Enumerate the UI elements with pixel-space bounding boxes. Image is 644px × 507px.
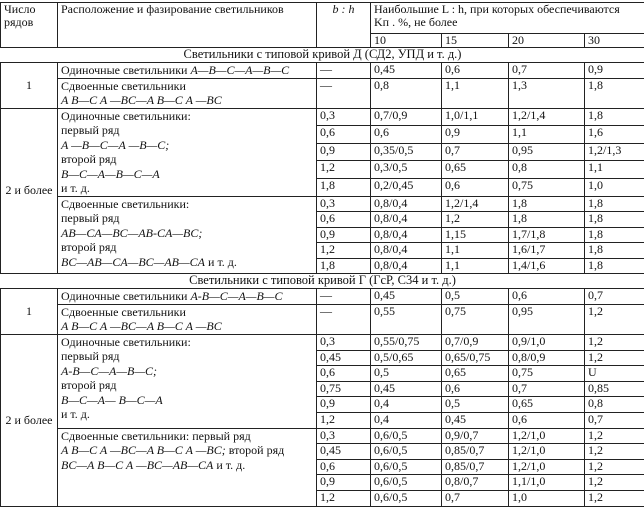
bh-value: 0,6 [317, 212, 371, 228]
description-line [61, 458, 313, 473]
kp15-value: 0,65 [442, 161, 509, 179]
table-row [1, 63, 644, 79]
section-title-row [1, 48, 644, 63]
table-row [1, 108, 644, 126]
kp20-value: 0,8/0,9 [509, 350, 585, 366]
bh-value: 0,45 [317, 444, 371, 460]
description-text: второй ряд [61, 152, 117, 166]
header-kp-10: 10 [371, 34, 442, 48]
kp30-value: 1,2 [585, 304, 644, 334]
kp10-value: 0,6/0,5 [371, 475, 442, 491]
bh-value: 1,8 [317, 258, 371, 274]
header-max-lh-line2: Kп . %, не более [374, 16, 641, 29]
kp15-value: 0,6 [442, 178, 509, 196]
layout-description [58, 108, 317, 196]
kp30-value: 0,8 [585, 397, 644, 413]
description-line [61, 123, 313, 138]
kp10-value: 0,6/0,5 [371, 428, 442, 444]
kp20-value: 1,3 [509, 78, 585, 108]
kp30-value: 1,2 [585, 490, 644, 506]
phase-formula: A—B—C—A—B—C [190, 63, 289, 77]
kp15-value: 0,65/0,75 [442, 350, 509, 366]
kp30-value: 1,8 [585, 227, 644, 243]
kp15-value: 0,7 [442, 490, 509, 506]
phase-formula: A-B—C—A—B—C; [61, 364, 157, 378]
layout-description [58, 196, 317, 274]
description-line [61, 349, 313, 364]
kp10-value: 0,8/0,4 [371, 196, 442, 212]
kp20-value: 1,1/1,0 [509, 475, 585, 491]
description-line [61, 226, 313, 241]
description-line [61, 378, 313, 393]
kp15-value: 1,1 [442, 78, 509, 108]
kp30-value: 0,85 [585, 381, 644, 397]
kp20-value: 1,6/1,7 [509, 243, 585, 259]
kp20-value: 1,2/1,0 [509, 444, 585, 460]
phase-formula: AB—CA—BC—AB-CA—BC; [61, 226, 202, 240]
description-text: Одиночные светильники [61, 289, 190, 303]
header-bh [317, 3, 371, 48]
description-line [61, 305, 313, 320]
description-text: Сдвоенные светильники: [61, 197, 189, 211]
header-rows-count: Число рядов [1, 3, 58, 48]
bh-value: 0,75 [317, 381, 371, 397]
bh-value: 1,2 [317, 243, 371, 259]
section-title-row [1, 274, 644, 289]
description-text: Одиночные светильники [61, 63, 190, 77]
description-line [61, 197, 313, 212]
kp10-value: 0,55/0,75 [371, 334, 442, 350]
header-kp-30: 30 [585, 34, 644, 48]
layout-description [58, 289, 317, 305]
bh-value: 0,3 [317, 428, 371, 444]
kp30-value: 1,6 [585, 126, 644, 144]
description-text: Сдвоенные светильники: первый ряд [61, 429, 251, 443]
bh-value: 1,8 [317, 178, 371, 196]
description-line [61, 109, 313, 124]
kp10-value: 0,4 [371, 412, 442, 428]
header-bh-label: b : h [333, 3, 355, 17]
kp30-value: 0,9 [585, 63, 644, 79]
bh-value: 0,6 [317, 459, 371, 475]
description-line [61, 407, 313, 422]
kp20-value: 1,7/1,8 [509, 227, 585, 243]
header-kp-20: 20 [509, 34, 585, 48]
rows-count: 2 и более [1, 334, 58, 506]
kp10-value: 0,6/0,5 [371, 459, 442, 475]
description-text: второй ряд [61, 240, 117, 254]
rows-count: 1 [1, 289, 58, 335]
kp10-value: 0,8/0,4 [371, 227, 442, 243]
kp15-value: 0,5 [442, 397, 509, 413]
header-max-lh [371, 3, 644, 34]
kp10-value: 0,8/0,4 [371, 243, 442, 259]
bh-value: — [317, 289, 371, 305]
table-row [1, 428, 644, 444]
phase-formula: B—C—A—B—C—A [61, 167, 160, 181]
description-line [61, 152, 313, 167]
bh-value: 0,9 [317, 227, 371, 243]
table-row [1, 78, 644, 108]
kp15-value: 0,65 [442, 366, 509, 382]
kp15-value: 1,2 [442, 212, 509, 228]
kp20-value: 0,7 [509, 381, 585, 397]
kp30-value: 1,8 [585, 78, 644, 108]
kp15-value: 0,9/0,7 [442, 428, 509, 444]
description-line [61, 181, 313, 196]
kp20-value: 0,7 [509, 63, 585, 79]
kp20-value: 0,65 [509, 397, 585, 413]
description-text: Одиночные светильники: [61, 335, 191, 349]
kp15-value: 1,2/1,4 [442, 196, 509, 212]
phase-formula: B—C—A— B—C—A [61, 393, 163, 407]
table-row [1, 289, 644, 305]
kp20-value: 1,1 [509, 126, 585, 144]
description-text: и т. д. [213, 458, 245, 472]
bh-value: — [317, 304, 371, 334]
bh-value: 0,6 [317, 366, 371, 382]
kp10-value: 0,55 [371, 304, 442, 334]
kp30-value: 1,2 [585, 350, 644, 366]
kp10-value: 0,5/0,65 [371, 350, 442, 366]
kp30-value: 1,0 [585, 178, 644, 196]
kp30-value: 1,2 [585, 428, 644, 444]
kp15-value: 0,6 [442, 381, 509, 397]
bh-value: 1,2 [317, 490, 371, 506]
kp15-value: 1,15 [442, 227, 509, 243]
kp10-value: 0,35/0,5 [371, 143, 442, 161]
kp20-value: 0,75 [509, 178, 585, 196]
kp15-value: 0,9 [442, 126, 509, 144]
description-text: Сдвоенные светильники [61, 305, 186, 319]
header-kp-15: 15 [442, 34, 509, 48]
kp20-value: 1,2/1,0 [509, 459, 585, 475]
layout-description [58, 63, 317, 79]
kp30-value: 1,2 [585, 444, 644, 460]
kp10-value: 0,3/0,5 [371, 161, 442, 179]
section-title: Светильники с типовой кривой Г (ГсР, С34 и т. д.) [1, 274, 644, 289]
phase-formula: A-B—C—A—B—C [190, 289, 282, 303]
kp15-value: 0,5 [442, 289, 509, 305]
kp15-value: 1,0/1,1 [442, 108, 509, 126]
description-line [61, 289, 313, 304]
bh-value: 0,3 [317, 108, 371, 126]
kp10-value: 0,45 [371, 289, 442, 305]
kp30-value: 1,2/1,3 [585, 143, 644, 161]
bh-value: — [317, 63, 371, 79]
kp30-value: 1,2 [585, 475, 644, 491]
description-text: первый ряд [61, 123, 120, 137]
kp20-value: 1,0 [509, 490, 585, 506]
bh-value: 0,45 [317, 350, 371, 366]
description-text: Сдвоенные светильники [61, 79, 186, 93]
kp20-value: 1,2/1,4 [509, 108, 585, 126]
phase-formula: A —B—C—A —B—C; [61, 138, 169, 152]
kp10-value: 0,45 [371, 381, 442, 397]
layout-description [58, 304, 317, 334]
kp15-value: 1,1 [442, 258, 509, 274]
kp20-value: 1,4/1,6 [509, 258, 585, 274]
description-line [61, 79, 313, 94]
kp20-value: 0,9/1,0 [509, 334, 585, 350]
bh-value: — [317, 78, 371, 108]
layout-description [58, 428, 317, 506]
table-row [1, 196, 644, 212]
bh-value: 0,3 [317, 196, 371, 212]
description-line [61, 393, 313, 408]
rows-count: 2 и более [1, 108, 58, 274]
description-text: и т. д. [205, 255, 237, 269]
kp30-value: 1,8 [585, 258, 644, 274]
kp15-value: 0,6 [442, 63, 509, 79]
bh-value: 0,6 [317, 126, 371, 144]
kp30-value: U [585, 366, 644, 382]
kp15-value: 0,85/0,7 [442, 444, 509, 460]
description-line [61, 63, 313, 78]
description-line [61, 255, 313, 270]
kp10-value: 0,8 [371, 78, 442, 108]
luminaire-table [0, 2, 644, 507]
kp10-value: 0,8/0,4 [371, 258, 442, 274]
kp10-value: 0,7/0,9 [371, 108, 442, 126]
bh-value: 0,9 [317, 143, 371, 161]
description-text: Одиночные светильники: [61, 109, 191, 123]
description-line [61, 93, 313, 108]
kp10-value: 0,4 [371, 397, 442, 413]
description-line [61, 429, 313, 444]
rows-count: 1 [1, 63, 58, 109]
kp10-value: 0,45 [371, 63, 442, 79]
description-text: второй ряд [61, 378, 117, 392]
kp30-value: 1,8 [585, 243, 644, 259]
kp10-value: 0,8/0,4 [371, 212, 442, 228]
kp15-value: 0,7/0,9 [442, 334, 509, 350]
kp20-value: 1,8 [509, 196, 585, 212]
kp10-value: 0,6/0,5 [371, 444, 442, 460]
bh-value: 1,2 [317, 161, 371, 179]
description-line [61, 319, 313, 334]
description-text: и т. д. [61, 407, 90, 421]
kp30-value: 1,8 [585, 212, 644, 228]
layout-description [58, 334, 317, 428]
kp20-value: 0,6 [509, 412, 585, 428]
bh-value: 0,3 [317, 334, 371, 350]
kp30-value: 1,2 [585, 334, 644, 350]
kp20-value: 0,8 [509, 161, 585, 179]
description-text: второй ряд [226, 443, 285, 457]
phase-formula: BC—AB—CA—BC—AB—CA [61, 255, 205, 269]
description-text: первый ряд [61, 349, 120, 363]
bh-value: 0,9 [317, 475, 371, 491]
kp20-value: 0,6 [509, 289, 585, 305]
description-line [61, 443, 313, 458]
layout-description [58, 78, 317, 108]
kp30-value: 0,7 [585, 412, 644, 428]
section-title: Светильники с типовой кривой Д (СД2, УПД и т. д.) [1, 48, 644, 63]
bh-value: 1,2 [317, 412, 371, 428]
kp20-value: 0,95 [509, 304, 585, 334]
description-line [61, 211, 313, 226]
kp15-value: 1,1 [442, 243, 509, 259]
header-layout: Расположение и фазирование светильников [58, 3, 317, 48]
description-text: и т. д. [61, 181, 90, 195]
kp30-value: 1,8 [585, 196, 644, 212]
kp10-value: 0,2/0,45 [371, 178, 442, 196]
kp30-value: 1,8 [585, 108, 644, 126]
kp30-value: 0,7 [585, 289, 644, 305]
header-max-lh-line1: Наибольшие L : h, при которых обеспечиваются [374, 3, 641, 16]
kp20-value: 1,8 [509, 212, 585, 228]
kp15-value: 0,85/0,7 [442, 459, 509, 475]
kp10-value: 0,6 [371, 126, 442, 144]
description-text: первый ряд [61, 211, 120, 225]
kp15-value: 0,7 [442, 143, 509, 161]
kp10-value: 0,5 [371, 366, 442, 382]
phase-formula: A B—C A —BC—A B—C A —BC [61, 319, 222, 333]
phase-formula: A B—C A —BC—A B—C A —BC; [61, 443, 226, 457]
description-line [61, 138, 313, 153]
description-line [61, 335, 313, 350]
kp20-value: 0,95 [509, 143, 585, 161]
kp15-value: 0,45 [442, 412, 509, 428]
phase-formula: A B—C A —BC—A B—C A —BC [61, 93, 222, 107]
kp20-value: 0,75 [509, 366, 585, 382]
kp10-value: 0,6/0,5 [371, 490, 442, 506]
table-row [1, 334, 644, 350]
table-row [1, 304, 644, 334]
kp15-value: 0,75 [442, 304, 509, 334]
kp30-value: 1,2 [585, 459, 644, 475]
bh-value: 0,9 [317, 397, 371, 413]
description-line [61, 240, 313, 255]
description-line [61, 167, 313, 182]
kp20-value: 1,2/1,0 [509, 428, 585, 444]
kp30-value: 1,1 [585, 161, 644, 179]
kp15-value: 0,8/0,7 [442, 475, 509, 491]
phase-formula: BC—A B—C A —BC—AB—CA [61, 458, 213, 472]
description-line [61, 364, 313, 379]
